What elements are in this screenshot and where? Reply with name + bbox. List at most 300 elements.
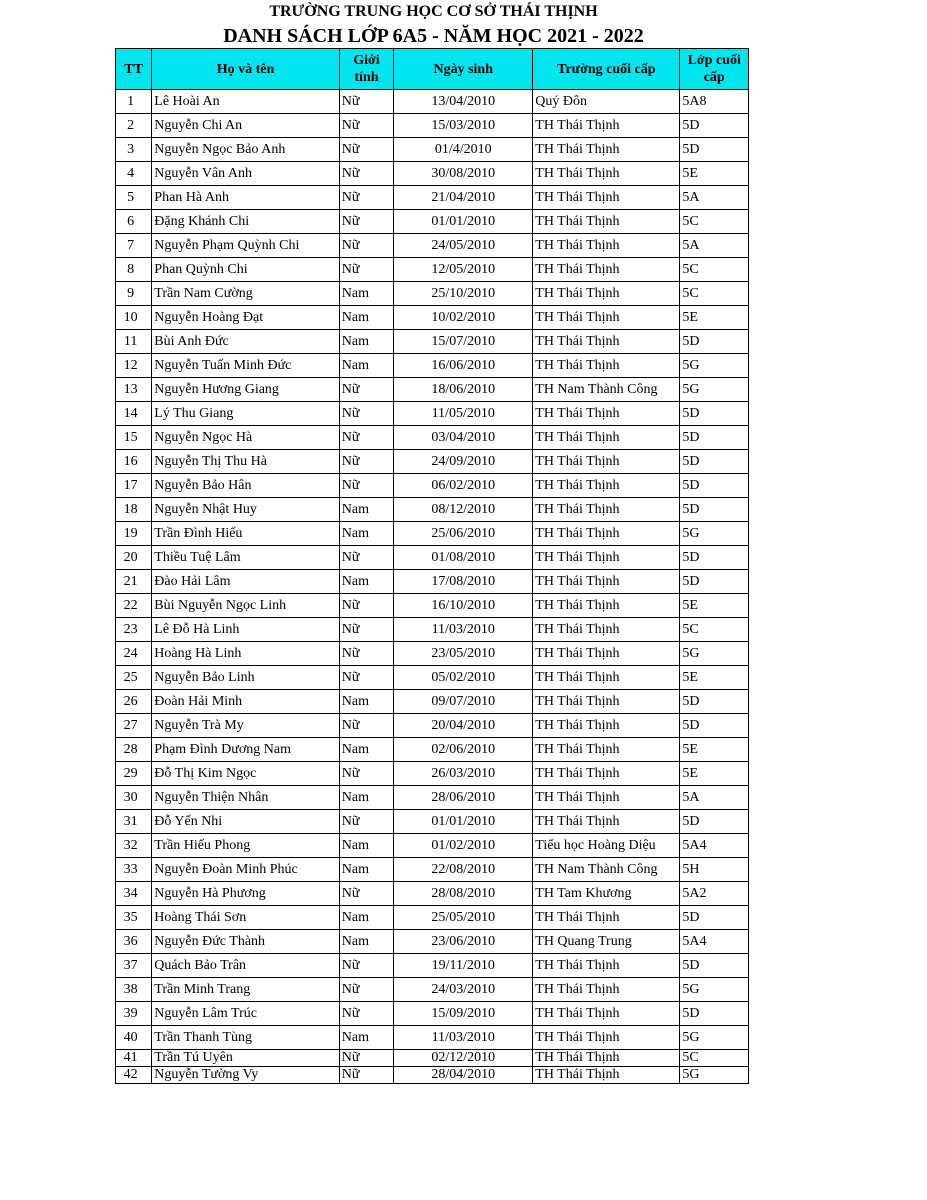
cell-class: 5C <box>680 618 749 642</box>
table-row <box>116 138 749 162</box>
cell-tt: 5 <box>116 186 152 210</box>
cell-gender: Nữ <box>339 210 393 234</box>
cell-dob: 28/04/2010 <box>394 1067 533 1084</box>
table-row <box>116 642 749 666</box>
cell-class: 5G <box>680 978 749 1002</box>
cell-name: Bùi Anh Đức <box>152 330 339 354</box>
cell-name: Phan Hà Anh <box>152 186 339 210</box>
cell-tt: 12 <box>116 354 152 378</box>
table-row <box>116 762 749 786</box>
cell-gender: Nữ <box>339 546 393 570</box>
column-header-gender: Giới tính <box>339 49 393 90</box>
cell-gender: Nam <box>339 906 393 930</box>
cell-tt: 31 <box>116 810 152 834</box>
cell-class: 5D <box>680 810 749 834</box>
cell-tt: 7 <box>116 234 152 258</box>
cell-gender: Nam <box>339 354 393 378</box>
cell-dob: 25/10/2010 <box>394 282 533 306</box>
cell-tt: 18 <box>116 498 152 522</box>
cell-class: 5D <box>680 138 749 162</box>
cell-gender: Nữ <box>339 1067 393 1084</box>
cell-school: TH Thái Thịnh <box>533 762 680 786</box>
cell-dob: 26/03/2010 <box>394 762 533 786</box>
cell-gender: Nữ <box>339 1050 393 1067</box>
cell-class: 5D <box>680 474 749 498</box>
cell-name: Trần Tú Uyên <box>152 1050 339 1067</box>
cell-dob: 15/09/2010 <box>394 1002 533 1026</box>
cell-class: 5E <box>680 666 749 690</box>
cell-tt: 27 <box>116 714 152 738</box>
cell-gender: Nam <box>339 690 393 714</box>
cell-class: 5C <box>680 1050 749 1067</box>
cell-name: Nguyễn Hà Phương <box>152 882 339 906</box>
cell-name: Lê Đỗ Hà Linh <box>152 618 339 642</box>
cell-class: 5G <box>680 354 749 378</box>
table-row <box>116 978 749 1002</box>
cell-dob: 22/08/2010 <box>394 858 533 882</box>
cell-gender: Nam <box>339 858 393 882</box>
table-row <box>116 882 749 906</box>
cell-tt: 25 <box>116 666 152 690</box>
cell-tt: 9 <box>116 282 152 306</box>
cell-name: Lê Hoài An <box>152 90 339 114</box>
cell-dob: 13/04/2010 <box>394 90 533 114</box>
cell-tt: 34 <box>116 882 152 906</box>
cell-class: 5G <box>680 378 749 402</box>
table-row <box>116 210 749 234</box>
cell-tt: 17 <box>116 474 152 498</box>
table-row <box>116 282 749 306</box>
cell-school: TH Thái Thịnh <box>533 978 680 1002</box>
cell-class: 5D <box>680 426 749 450</box>
table-row <box>116 954 749 978</box>
cell-class: 5A4 <box>680 930 749 954</box>
cell-school: Quý Đôn <box>533 90 680 114</box>
table-row <box>116 378 749 402</box>
cell-dob: 15/03/2010 <box>394 114 533 138</box>
table-row <box>116 354 749 378</box>
cell-class: 5D <box>680 570 749 594</box>
cell-tt: 14 <box>116 402 152 426</box>
cell-tt: 21 <box>116 570 152 594</box>
cell-tt: 2 <box>116 114 152 138</box>
cell-class: 5D <box>680 498 749 522</box>
cell-name: Nguyễn Phạm Quỳnh Chi <box>152 234 339 258</box>
cell-gender: Nữ <box>339 1002 393 1026</box>
cell-dob: 11/03/2010 <box>394 1026 533 1050</box>
table-row <box>116 1067 749 1084</box>
cell-name: Thiều Tuệ Lâm <box>152 546 339 570</box>
table-row <box>116 234 749 258</box>
cell-class: 5A4 <box>680 834 749 858</box>
cell-school: TH Thái Thịnh <box>533 810 680 834</box>
cell-gender: Nữ <box>339 138 393 162</box>
cell-class: 5D <box>680 1002 749 1026</box>
cell-gender: Nữ <box>339 714 393 738</box>
cell-school: TH Thái Thịnh <box>533 1026 680 1050</box>
cell-tt: 1 <box>116 90 152 114</box>
cell-name: Nguyễn Hương Giang <box>152 378 339 402</box>
cell-school: TH Thái Thịnh <box>533 114 680 138</box>
table-row <box>116 522 749 546</box>
cell-tt: 38 <box>116 978 152 1002</box>
table-row <box>116 714 749 738</box>
cell-tt: 35 <box>116 906 152 930</box>
cell-school: TH Nam Thành Công <box>533 858 680 882</box>
cell-school: TH Tam Khương <box>533 882 680 906</box>
cell-name: Đỗ Thị Kim Ngọc <box>152 762 339 786</box>
cell-class: 5E <box>680 306 749 330</box>
cell-school: TH Thái Thịnh <box>533 162 680 186</box>
cell-class: 5D <box>680 906 749 930</box>
cell-gender: Nữ <box>339 450 393 474</box>
cell-school: TH Thái Thịnh <box>533 210 680 234</box>
cell-gender: Nữ <box>339 618 393 642</box>
cell-gender: Nam <box>339 930 393 954</box>
cell-class: 5A8 <box>680 90 749 114</box>
cell-name: Nguyễn Thị Thu Hà <box>152 450 339 474</box>
cell-dob: 01/08/2010 <box>394 546 533 570</box>
cell-tt: 40 <box>116 1026 152 1050</box>
table-row <box>116 930 749 954</box>
column-header-name: Họ và tên <box>152 49 339 90</box>
cell-tt: 15 <box>116 426 152 450</box>
cell-gender: Nữ <box>339 186 393 210</box>
cell-name: Nguyễn Chi An <box>152 114 339 138</box>
cell-school: TH Thái Thịnh <box>533 594 680 618</box>
cell-gender: Nam <box>339 1026 393 1050</box>
cell-dob: 11/05/2010 <box>394 402 533 426</box>
cell-gender: Nữ <box>339 954 393 978</box>
cell-tt: 10 <box>116 306 152 330</box>
cell-school: TH Thái Thịnh <box>533 306 680 330</box>
cell-tt: 4 <box>116 162 152 186</box>
cell-class: 5G <box>680 1067 749 1084</box>
cell-name: Phạm Đình Dương Nam <box>152 738 339 762</box>
table-row <box>116 90 749 114</box>
cell-dob: 03/04/2010 <box>394 426 533 450</box>
cell-class: 5A <box>680 234 749 258</box>
cell-dob: 17/08/2010 <box>394 570 533 594</box>
cell-name: Nguyễn Bảo Hân <box>152 474 339 498</box>
cell-dob: 25/06/2010 <box>394 522 533 546</box>
cell-dob: 15/07/2010 <box>394 330 533 354</box>
cell-dob: 18/06/2010 <box>394 378 533 402</box>
cell-name: Bùi Nguyễn Ngọc Linh <box>152 594 339 618</box>
cell-class: 5G <box>680 1026 749 1050</box>
table-row <box>116 498 749 522</box>
cell-dob: 02/12/2010 <box>394 1050 533 1067</box>
cell-dob: 08/12/2010 <box>394 498 533 522</box>
table-body <box>116 90 749 1084</box>
cell-class: 5A <box>680 186 749 210</box>
cell-school: TH Thái Thịnh <box>533 570 680 594</box>
cell-tt: 23 <box>116 618 152 642</box>
table-row <box>116 618 749 642</box>
document-title: DANH SÁCH LỚP 6A5 - NĂM HỌC 2021 - 2022 <box>223 25 644 47</box>
cell-tt: 19 <box>116 522 152 546</box>
column-header-class: Lớp cuối cấp <box>680 49 749 90</box>
cell-dob: 28/08/2010 <box>394 882 533 906</box>
cell-dob: 24/03/2010 <box>394 978 533 1002</box>
cell-dob: 01/01/2010 <box>394 810 533 834</box>
cell-gender: Nam <box>339 498 393 522</box>
cell-school: TH Thái Thịnh <box>533 426 680 450</box>
cell-dob: 01/02/2010 <box>394 834 533 858</box>
cell-gender: Nam <box>339 330 393 354</box>
cell-class: 5D <box>680 402 749 426</box>
cell-gender: Nam <box>339 570 393 594</box>
cell-name: Nguyễn Đoàn Minh Phúc <box>152 858 339 882</box>
cell-gender: Nữ <box>339 114 393 138</box>
column-header-school: Trường cuối cấp <box>533 49 680 90</box>
cell-dob: 05/02/2010 <box>394 666 533 690</box>
cell-class: 5E <box>680 738 749 762</box>
cell-name: Lý Thu Giang <box>152 402 339 426</box>
cell-dob: 24/05/2010 <box>394 234 533 258</box>
cell-dob: 01/4/2010 <box>394 138 533 162</box>
cell-gender: Nữ <box>339 378 393 402</box>
table-row <box>116 546 749 570</box>
cell-name: Đào Hải Lâm <box>152 570 339 594</box>
column-header-tt: TT <box>116 49 152 90</box>
cell-tt: 3 <box>116 138 152 162</box>
cell-school: TH Quang Trung <box>533 930 680 954</box>
cell-class: 5A <box>680 786 749 810</box>
cell-dob: 21/04/2010 <box>394 186 533 210</box>
cell-class: 5D <box>680 330 749 354</box>
cell-tt: 6 <box>116 210 152 234</box>
cell-school: TH Thái Thịnh <box>533 258 680 282</box>
cell-class: 5C <box>680 282 749 306</box>
cell-dob: 01/01/2010 <box>394 210 533 234</box>
cell-tt: 37 <box>116 954 152 978</box>
table-row <box>116 1026 749 1050</box>
cell-school: TH Thái Thịnh <box>533 282 680 306</box>
cell-school: TH Thái Thịnh <box>533 666 680 690</box>
cell-school: TH Nam Thành Công <box>533 378 680 402</box>
cell-gender: Nữ <box>339 90 393 114</box>
cell-tt: 30 <box>116 786 152 810</box>
table-row <box>116 330 749 354</box>
cell-class: 5E <box>680 762 749 786</box>
cell-gender: Nữ <box>339 882 393 906</box>
cell-tt: 16 <box>116 450 152 474</box>
cell-name: Nguyễn Nhật Huy <box>152 498 339 522</box>
cell-dob: 11/03/2010 <box>394 618 533 642</box>
cell-school: TH Thái Thịnh <box>533 138 680 162</box>
cell-class: 5G <box>680 642 749 666</box>
cell-school: TH Thái Thịnh <box>533 618 680 642</box>
cell-class: 5A2 <box>680 882 749 906</box>
table-row <box>116 114 749 138</box>
cell-gender: Nam <box>339 306 393 330</box>
cell-school: TH Thái Thịnh <box>533 642 680 666</box>
cell-class: 5C <box>680 258 749 282</box>
table-row <box>116 738 749 762</box>
cell-dob: 06/02/2010 <box>394 474 533 498</box>
cell-dob: 28/06/2010 <box>394 786 533 810</box>
table-row <box>116 306 749 330</box>
cell-gender: Nam <box>339 282 393 306</box>
school-name: TRƯỜNG TRUNG HỌC CƠ SỞ THÁI THỊNH <box>269 3 598 20</box>
table-row <box>116 1050 749 1067</box>
table-row <box>116 474 749 498</box>
cell-name: Nguyễn Bảo Linh <box>152 666 339 690</box>
table-header-row <box>116 49 749 90</box>
cell-school: TH Thái Thịnh <box>533 330 680 354</box>
cell-school: TH Thái Thịnh <box>533 1002 680 1026</box>
table-row <box>116 666 749 690</box>
cell-class: 5D <box>680 546 749 570</box>
cell-name: Nguyễn Ngọc Hà <box>152 426 339 450</box>
cell-gender: Nữ <box>339 642 393 666</box>
cell-class: 5C <box>680 210 749 234</box>
cell-school: TH Thái Thịnh <box>533 690 680 714</box>
cell-school: TH Thái Thịnh <box>533 546 680 570</box>
cell-class: 5D <box>680 690 749 714</box>
table-row <box>116 594 749 618</box>
cell-school: TH Thái Thịnh <box>533 354 680 378</box>
cell-tt: 13 <box>116 378 152 402</box>
cell-school: TH Thái Thịnh <box>533 234 680 258</box>
table-row <box>116 690 749 714</box>
cell-gender: Nữ <box>339 810 393 834</box>
table-row <box>116 786 749 810</box>
cell-tt: 33 <box>116 858 152 882</box>
cell-tt: 22 <box>116 594 152 618</box>
cell-dob: 23/06/2010 <box>394 930 533 954</box>
cell-class: 5G <box>680 522 749 546</box>
cell-dob: 02/06/2010 <box>394 738 533 762</box>
cell-class: 5D <box>680 954 749 978</box>
cell-gender: Nữ <box>339 594 393 618</box>
cell-class: 5E <box>680 162 749 186</box>
cell-name: Phan Quỳnh Chi <box>152 258 339 282</box>
cell-name: Nguyễn Lâm Trúc <box>152 1002 339 1026</box>
cell-name: Nguyễn Vân Anh <box>152 162 339 186</box>
cell-tt: 41 <box>116 1050 152 1067</box>
class-list-table <box>115 48 749 1084</box>
cell-name: Nguyễn Hoàng Đạt <box>152 306 339 330</box>
table-row <box>116 258 749 282</box>
cell-name: Nguyễn Trà My <box>152 714 339 738</box>
cell-tt: 11 <box>116 330 152 354</box>
cell-gender: Nữ <box>339 402 393 426</box>
cell-name: Trần Minh Trang <box>152 978 339 1002</box>
cell-gender: Nữ <box>339 666 393 690</box>
cell-class: 5D <box>680 114 749 138</box>
cell-gender: Nữ <box>339 426 393 450</box>
cell-tt: 36 <box>116 930 152 954</box>
cell-dob: 30/08/2010 <box>394 162 533 186</box>
cell-tt: 29 <box>116 762 152 786</box>
cell-tt: 39 <box>116 1002 152 1026</box>
cell-gender: Nữ <box>339 762 393 786</box>
cell-school: TH Thái Thịnh <box>533 186 680 210</box>
cell-name: Trần Đình Hiếu <box>152 522 339 546</box>
cell-tt: 24 <box>116 642 152 666</box>
table-row <box>116 858 749 882</box>
cell-gender: Nữ <box>339 474 393 498</box>
cell-name: Đặng Khánh Chi <box>152 210 339 234</box>
cell-name: Nguyễn Ngọc Bảo Anh <box>152 138 339 162</box>
cell-name: Nguyễn Thiện Nhân <box>152 786 339 810</box>
cell-school: TH Thái Thịnh <box>533 714 680 738</box>
table-row <box>116 906 749 930</box>
cell-class: 5H <box>680 858 749 882</box>
cell-school: TH Thái Thịnh <box>533 498 680 522</box>
cell-tt: 32 <box>116 834 152 858</box>
cell-class: 5D <box>680 450 749 474</box>
cell-dob: 20/04/2010 <box>394 714 533 738</box>
cell-dob: 10/02/2010 <box>394 306 533 330</box>
cell-name: Đoàn Hải Minh <box>152 690 339 714</box>
cell-gender: Nữ <box>339 234 393 258</box>
table-row <box>116 426 749 450</box>
cell-gender: Nữ <box>339 162 393 186</box>
cell-name: Nguyễn Đức Thành <box>152 930 339 954</box>
table-row <box>116 186 749 210</box>
cell-dob: 09/07/2010 <box>394 690 533 714</box>
cell-name: Trần Nam Cường <box>152 282 339 306</box>
cell-school: TH Thái Thịnh <box>533 954 680 978</box>
cell-name: Nguyễn Tường Vy <box>152 1067 339 1084</box>
cell-school: TH Thái Thịnh <box>533 1050 680 1067</box>
cell-gender: Nam <box>339 786 393 810</box>
table-row <box>116 810 749 834</box>
cell-class: 5D <box>680 714 749 738</box>
cell-tt: 26 <box>116 690 152 714</box>
cell-school: TH Thái Thịnh <box>533 522 680 546</box>
cell-dob: 25/05/2010 <box>394 906 533 930</box>
cell-dob: 16/10/2010 <box>394 594 533 618</box>
column-header-dob: Ngày sinh <box>394 49 533 90</box>
cell-name: Hoàng Hà Linh <box>152 642 339 666</box>
cell-tt: 20 <box>116 546 152 570</box>
cell-dob: 24/09/2010 <box>394 450 533 474</box>
cell-school: TH Thái Thịnh <box>533 906 680 930</box>
cell-dob: 23/05/2010 <box>394 642 533 666</box>
cell-school: TH Thái Thịnh <box>533 738 680 762</box>
cell-name: Hoàng Thái Sơn <box>152 906 339 930</box>
cell-school: TH Thái Thịnh <box>533 402 680 426</box>
cell-name: Quách Bảo Trân <box>152 954 339 978</box>
cell-dob: 12/05/2010 <box>394 258 533 282</box>
cell-tt: 8 <box>116 258 152 282</box>
table-row <box>116 450 749 474</box>
cell-gender: Nữ <box>339 978 393 1002</box>
cell-dob: 19/11/2010 <box>394 954 533 978</box>
cell-gender: Nam <box>339 522 393 546</box>
cell-name: Nguyễn Tuấn Minh Đức <box>152 354 339 378</box>
cell-tt: 42 <box>116 1067 152 1084</box>
cell-dob: 16/06/2010 <box>394 354 533 378</box>
cell-school: TH Thái Thịnh <box>533 474 680 498</box>
cell-gender: Nữ <box>339 258 393 282</box>
cell-name: Trần Thanh Tùng <box>152 1026 339 1050</box>
cell-name: Đỗ Yến Nhi <box>152 810 339 834</box>
cell-gender: Nam <box>339 834 393 858</box>
cell-class: 5E <box>680 594 749 618</box>
cell-school: TH Thái Thịnh <box>533 786 680 810</box>
table-row <box>116 162 749 186</box>
cell-tt: 28 <box>116 738 152 762</box>
table-row <box>116 402 749 426</box>
cell-name: Trần Hiếu Phong <box>152 834 339 858</box>
cell-school: TH Thái Thịnh <box>533 1067 680 1084</box>
cell-school: Tiểu học Hoàng Diệu <box>533 834 680 858</box>
